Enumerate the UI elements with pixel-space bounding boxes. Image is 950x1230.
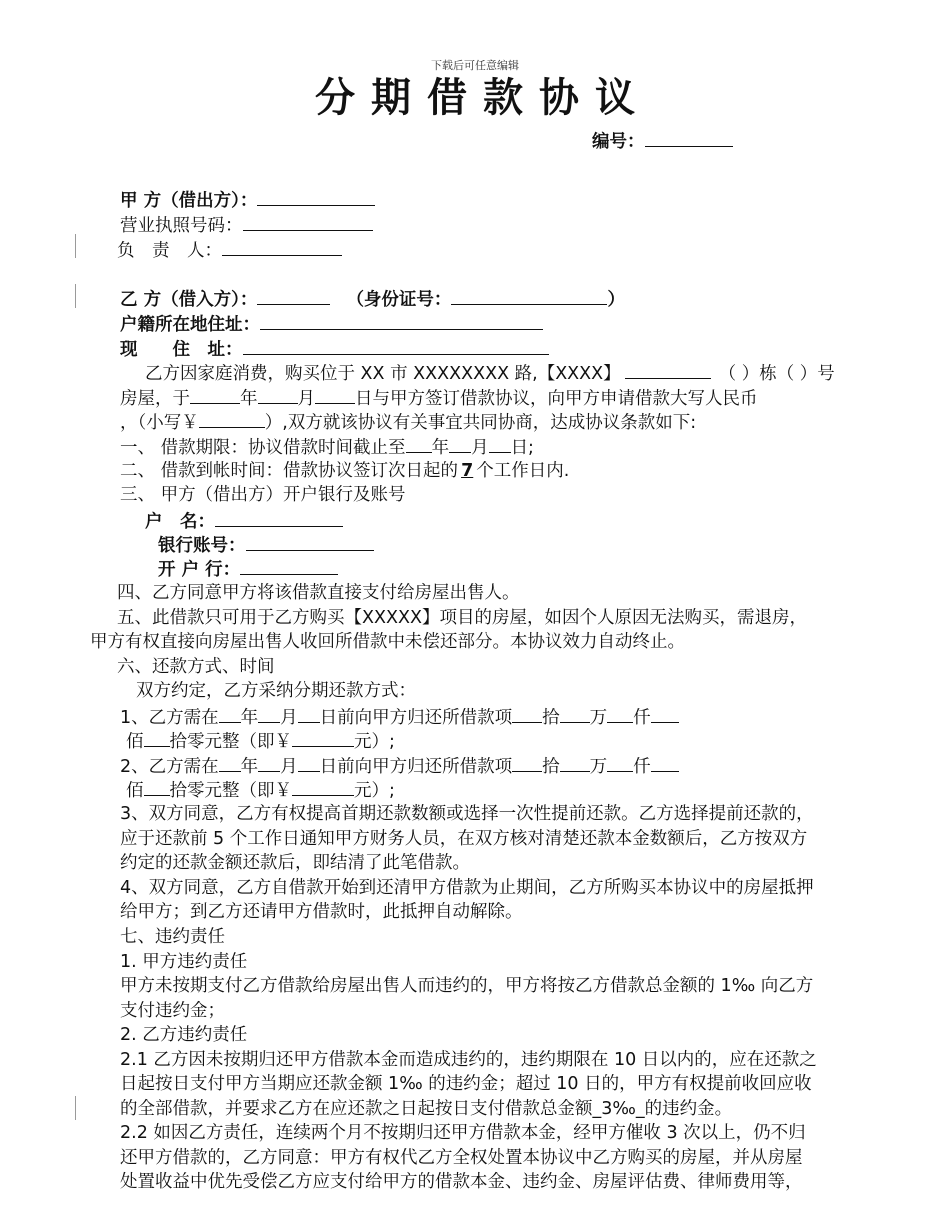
party-a-license-blank[interactable] bbox=[243, 212, 373, 231]
clause-1-text: 一、 借款期限：协议借款时间截止至 bbox=[120, 438, 406, 458]
repay-1-line-2 bbox=[126, 728, 395, 754]
repay-text: 仟 bbox=[633, 757, 651, 777]
repay-2-year-blank[interactable] bbox=[219, 753, 241, 772]
bank-account-line bbox=[158, 532, 374, 558]
clause-7-2-1-line-1: 2.1 乙方因未按期归还甲方借款本金而造成违约的，违约期限在 10 日以内的，应在还款之 bbox=[120, 1050, 817, 1070]
clause-1-text: 日; bbox=[510, 438, 534, 458]
margin-bar bbox=[75, 234, 76, 258]
repay-text: 万 bbox=[589, 757, 608, 777]
repay-text: 拾 bbox=[542, 757, 560, 777]
repay-text: 佰 bbox=[126, 781, 144, 801]
term-day-blank[interactable] bbox=[489, 434, 511, 453]
repay-text: 1、 bbox=[120, 708, 149, 728]
repay-text: 月 bbox=[280, 757, 298, 777]
party-b-id-blank[interactable] bbox=[451, 286, 607, 305]
repay-1-year-blank[interactable] bbox=[219, 704, 241, 723]
intro-text: 房屋，于 bbox=[120, 389, 190, 409]
repay-3-line-2: 应于还款前 5 个工作日通知甲方财务人员，在双方核对清楚还款本金数额后，乙方按双方 bbox=[120, 829, 808, 849]
repay-1-qian-blank[interactable] bbox=[607, 704, 633, 723]
clause-7-2-1-line-2: 日起按日支付甲方当期应还款金额 1‰ 的违约金；超过 10 日的，甲方有权提前收回应收 bbox=[120, 1074, 812, 1094]
clause-3: 三、 甲方（借出方）开户银行及账号 bbox=[120, 485, 406, 505]
intro-text: ，（小写￥ bbox=[120, 413, 199, 433]
clause-2-text: 二、 借款到帐时间：借款协议签订次日起的 bbox=[120, 461, 459, 481]
repay-1-shi-blank[interactable] bbox=[512, 704, 542, 723]
account-name-blank[interactable] bbox=[215, 508, 343, 527]
party-b-hukou-blank[interactable] bbox=[260, 311, 543, 330]
clause-7-1-line-2: 支付违约金； bbox=[120, 1001, 225, 1021]
clause-7-2-2-line-3: 处置收益中优先受偿乙方应支付给甲方的借款本金、违约金、房屋评估费、律师费用等， bbox=[120, 1172, 803, 1192]
repay-1-amount-blank[interactable] bbox=[292, 728, 354, 747]
amount-small-blank[interactable] bbox=[199, 409, 265, 428]
clause-7-2-heading: 2. 乙方违约责任 bbox=[120, 1025, 248, 1045]
party-b-hukou-label: 户籍所在地住址： bbox=[120, 315, 260, 335]
clause-1-text: 年 bbox=[431, 438, 450, 458]
repay-2-ten-blank[interactable] bbox=[144, 777, 170, 796]
repay-text: 乙方需在 bbox=[148, 757, 219, 777]
contract-number bbox=[592, 128, 733, 154]
clause-7-1-heading: 1. 甲方违约责任 bbox=[120, 952, 248, 972]
party-b-label: 乙 方（借入方）： bbox=[120, 290, 258, 310]
account-name-label: 户 名： bbox=[145, 512, 215, 532]
repay-text: 拾零元整（即￥ bbox=[169, 732, 292, 752]
sign-year-blank[interactable] bbox=[190, 385, 240, 404]
party-a-person-blank[interactable] bbox=[222, 237, 342, 256]
party-a-person-line bbox=[117, 237, 342, 263]
bank-branch-label: 开 户 行： bbox=[158, 560, 241, 580]
repay-2-line-1 bbox=[120, 753, 679, 779]
party-a-person-label: 负 责 人： bbox=[117, 241, 222, 261]
clause-7-2-1-line-3: 的全部借款，并要求乙方在应还款之日起按日支付借款总金额_3‰_的违约金。 bbox=[120, 1099, 733, 1119]
repay-2-month-blank[interactable] bbox=[258, 753, 280, 772]
clause-5-line-1: 五、此借款只可用于乙方购买【XXXXX】项目的房屋，如因个人原因无法购买，需退房， bbox=[117, 608, 807, 628]
margin-bar bbox=[75, 1096, 76, 1120]
party-b-id-label: （身份证号： bbox=[346, 290, 452, 310]
bank-branch-line bbox=[158, 556, 338, 582]
repay-1-wan-blank[interactable] bbox=[560, 704, 590, 723]
repay-1-day-blank[interactable] bbox=[298, 704, 320, 723]
watermark-text: 下载后可任意编辑 bbox=[431, 59, 519, 72]
repay-2-amount-blank[interactable] bbox=[292, 777, 354, 796]
term-month-blank[interactable] bbox=[449, 434, 471, 453]
repay-2-line-2 bbox=[126, 777, 395, 803]
party-b-address-label: 现 住 址： bbox=[120, 340, 243, 360]
clause-4: 四、乙方同意甲方将该借款直接支付给房屋出售人。 bbox=[117, 583, 520, 603]
contract-number-blank[interactable] bbox=[645, 128, 733, 147]
repay-4-line-1: 4、双方同意，乙方自借款开始到还清甲方借款为止期间，乙方所购买本协议中的房屋抵押 bbox=[120, 878, 814, 898]
intro-text: 月 bbox=[297, 389, 315, 409]
party-b-id-close: ） bbox=[607, 290, 625, 310]
repay-text: 年 bbox=[240, 708, 259, 728]
party-a-line bbox=[120, 187, 375, 213]
sign-month-blank[interactable] bbox=[258, 385, 298, 404]
repay-text: 佰 bbox=[126, 732, 144, 752]
bank-account-label: 银行账号： bbox=[158, 536, 246, 556]
clause-7-2-2-line-2: 还甲方借款的，乙方同意：甲方有权代乙方全权处置本协议中乙方购买的房屋，并从房屋 bbox=[120, 1148, 803, 1168]
party-a-blank[interactable] bbox=[257, 187, 375, 206]
clause-7-heading: 七、违约责任 bbox=[120, 927, 225, 947]
repay-text: 元）; bbox=[354, 732, 395, 752]
repay-1-ten-blank[interactable] bbox=[144, 728, 170, 747]
party-b-hukou-line bbox=[120, 311, 543, 337]
repay-text: 拾零元整（即￥ bbox=[169, 781, 292, 801]
clause-1 bbox=[120, 434, 534, 460]
intro-line-3 bbox=[120, 409, 696, 435]
repay-text: 日前向甲方归还所借款项 bbox=[319, 708, 513, 728]
party-b-address-line bbox=[120, 336, 549, 362]
repay-2-shi-blank[interactable] bbox=[512, 753, 542, 772]
clause-6-intro: 双方约定，乙方采纳分期还款方式： bbox=[136, 681, 416, 701]
repay-1-month-blank[interactable] bbox=[258, 704, 280, 723]
clause-5-line-2: 甲方有权直接向房屋出售人收回所借款中未偿还部分。本协议效力自动终止。 bbox=[90, 632, 685, 652]
intro-line-1 bbox=[145, 360, 835, 386]
bank-branch-blank[interactable] bbox=[240, 556, 338, 575]
intro-text: （ ）栋（ ）号 bbox=[718, 364, 835, 384]
party-b-address-blank[interactable] bbox=[243, 336, 549, 355]
repay-3-line-1: 3、双方同意，乙方有权提高首期还款数额或选择一次性提前还款。乙方选择提前还款的， bbox=[120, 804, 814, 824]
repay-4-line-2: 给甲方；到乙方还请甲方借款时，此抵押自动解除。 bbox=[120, 902, 523, 922]
repay-text: 拾 bbox=[542, 708, 560, 728]
party-b-blank[interactable] bbox=[257, 286, 330, 305]
repay-text: 仟 bbox=[633, 708, 651, 728]
repay-text: 万 bbox=[589, 708, 608, 728]
intro-text: ）,双方就该协议有关事宜共同协商，达成协议条款如下: bbox=[264, 413, 697, 433]
repay-1-bai-blank[interactable] bbox=[651, 704, 679, 723]
clause-2-text: 个工作日内. bbox=[476, 461, 570, 481]
repay-text: 年 bbox=[240, 757, 259, 777]
repay-3-line-3: 约定的还款金额还款后，即结清了此笔借款。 bbox=[120, 853, 470, 873]
document-title: 分期借款协议 bbox=[315, 75, 651, 121]
intro-line-2 bbox=[120, 385, 758, 411]
clause-1-text: 月 bbox=[471, 438, 489, 458]
party-b-line bbox=[120, 286, 625, 312]
repay-2-bai-blank[interactable] bbox=[651, 753, 679, 772]
clause-2 bbox=[120, 459, 569, 483]
account-name-line bbox=[145, 508, 343, 534]
intro-text: 乙方因家庭消费，购买位于 XX 市 XXXXXXXX 路,【XXXX】 bbox=[145, 364, 621, 384]
repay-1-line-1 bbox=[120, 704, 679, 730]
building-blank[interactable] bbox=[625, 360, 711, 379]
clause-6-heading: 六、还款方式、时间 bbox=[117, 657, 275, 677]
intro-text: 日与甲方签订借款协议，向甲方申请借款大写人民币 bbox=[355, 389, 758, 409]
repay-text: 月 bbox=[280, 708, 298, 728]
party-a-license-line bbox=[120, 212, 373, 238]
intro-text: 年 bbox=[240, 389, 258, 409]
bank-account-blank[interactable] bbox=[246, 532, 374, 551]
term-year-blank[interactable] bbox=[406, 434, 432, 453]
repay-2-day-blank[interactable] bbox=[298, 753, 320, 772]
repay-text: 乙方需在 bbox=[148, 708, 219, 728]
repay-2-wan-blank[interactable] bbox=[560, 753, 590, 772]
contract-number-label: 编号： bbox=[592, 132, 645, 152]
clause-7-1-line-1: 甲方未按期支付乙方借款给房屋出售人而违约的，甲方将按乙方借款总金额的 1‰ 向乙方 bbox=[120, 976, 814, 996]
clause-2-days: 7 bbox=[461, 461, 474, 481]
repay-text: 日前向甲方归还所借款项 bbox=[319, 757, 513, 777]
repay-text: 2、 bbox=[120, 757, 149, 777]
repay-text: 元）; bbox=[354, 781, 395, 801]
clause-7-2-2-line-1: 2.2 如因乙方责任，连续两个月不按期归还甲方借款本金，经甲方催收 3 次以上，仍不归 bbox=[120, 1123, 806, 1143]
margin-bar bbox=[75, 284, 76, 308]
repay-2-qian-blank[interactable] bbox=[607, 753, 633, 772]
party-a-license-label: 营业执照号码： bbox=[120, 216, 243, 236]
party-a-label: 甲 方（借出方）： bbox=[120, 191, 258, 211]
sign-day-blank[interactable] bbox=[315, 385, 355, 404]
